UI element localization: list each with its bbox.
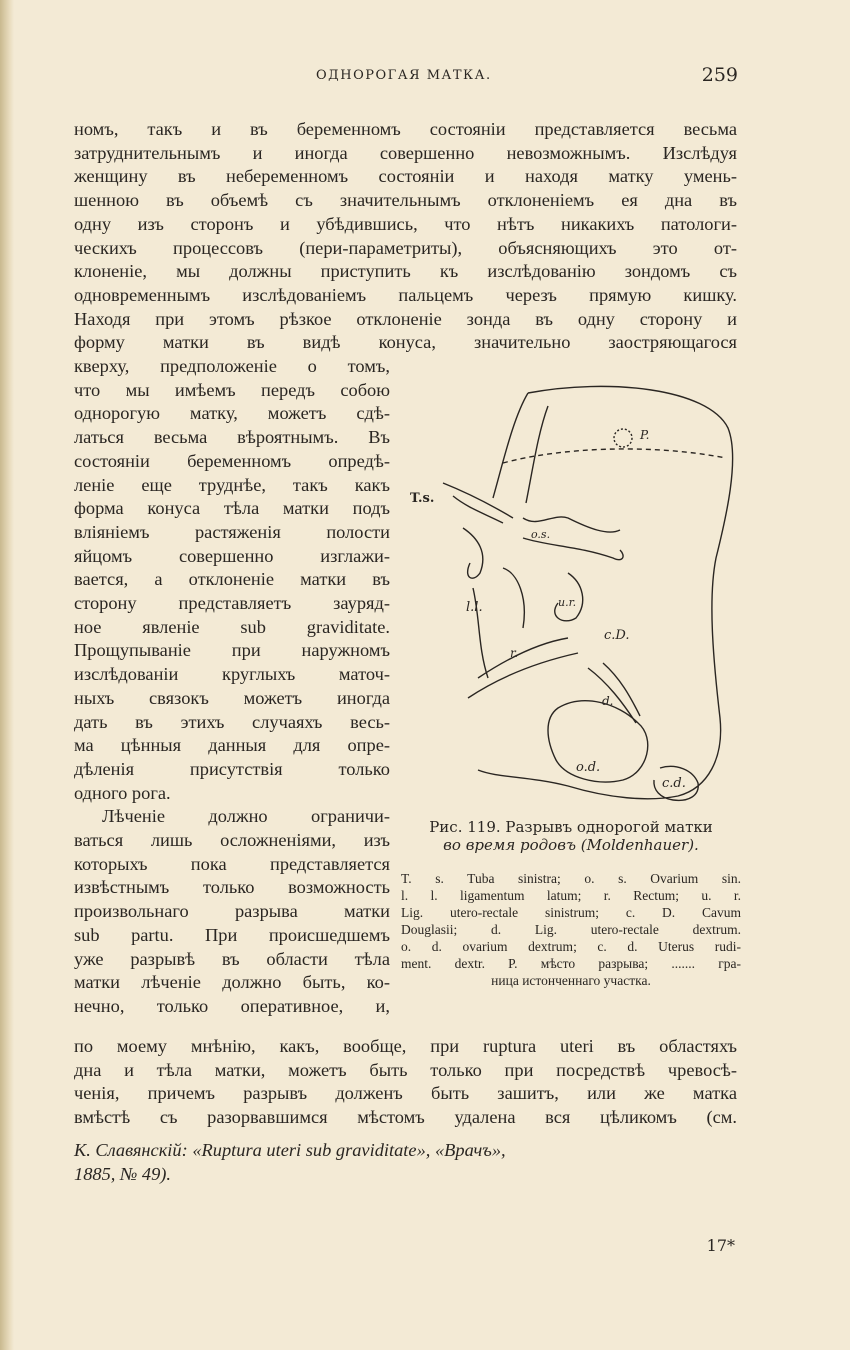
- text-line: матки лѣченіе должно быть, ко-: [74, 972, 390, 993]
- legend-line: l. l. ligamentum latum; r. Rectum; u. r.: [401, 888, 741, 903]
- figure-119: [408, 378, 748, 808]
- text-line: по моему мнѣнію, какъ, вообще, при ruptura uteri въ областяхъ: [74, 1036, 737, 1056]
- text-line: Находя при этомъ рѣзкое отклоненіе зонда въ одну сторону и: [74, 308, 737, 329]
- text-line: номъ, такъ и въ беременномъ состояніи представляется весьма: [74, 119, 737, 139]
- text-line: дѣленія присутствія только: [74, 758, 390, 779]
- label-cD: c.D.: [604, 628, 630, 643]
- text-line: ческихъ процессовъ (пери-параметриты), объясняющихъ это от-: [74, 237, 737, 258]
- text-line: затруднительнымъ и иногда совершенно невозможнымъ. Изслѣдуя: [74, 142, 737, 163]
- label-ur: u.r.: [558, 596, 577, 609]
- legend-line: Lig. utero-rectale sinistrum; c. D. Cavum: [401, 905, 741, 920]
- text-line: однорогую матку, можетъ сдѣ-: [74, 403, 390, 424]
- legend-line: ment. dextr. P. мѣсто разрыва; ....... гра-: [401, 956, 741, 971]
- text-line: одного рога.: [74, 782, 171, 803]
- label-cd: c.d.: [662, 776, 686, 791]
- figure-caption: [401, 818, 741, 854]
- caption-line-2: во время родовъ (Moldenhauer).: [443, 836, 699, 854]
- legend-line: o. d. ovarium dextrum; c. d. Uterus rudi-: [401, 939, 741, 954]
- text-line: что мы имѣемъ передъ собою: [74, 379, 390, 400]
- text-line: клоненіе, мы должны приступить къ изслѣдованію зондомъ съ: [74, 261, 737, 282]
- text-line: произвольнаго разрыва матки: [74, 901, 390, 922]
- caption-line-1: Рис. 119. Разрывъ однорогой матки: [429, 818, 713, 836]
- text-line: ныхъ связокъ можетъ иногда: [74, 687, 390, 708]
- text-line: sub partu. При происшедшемъ: [74, 924, 390, 945]
- text-line: сторону представляетъ зауряд-: [74, 593, 390, 613]
- text-line: Прощупываніе при наружномъ: [74, 640, 390, 661]
- text-line: яйцомъ совершенно изглажи-: [74, 545, 390, 566]
- citation-line-2: 1885, № 49).: [74, 1164, 172, 1184]
- text-line: женщину въ небеременномъ состояніи и находя матку умень-: [74, 166, 737, 187]
- text-line: Лѣченіе должно ограничи-: [102, 806, 390, 827]
- text-line: форму матки въ видѣ конуса, значительно заостряющагося: [74, 332, 737, 353]
- text-line: вліяніемъ растяженія полости: [74, 521, 390, 542]
- text-line: ное явленіе sub gravіditate.: [74, 616, 390, 637]
- text-line: одновременнымъ изслѣдованіемъ пальцемъ черезъ прямую кишку.: [74, 284, 737, 305]
- label-P: P.: [640, 428, 650, 442]
- running-head: ОДНОРОГАЯ МАТКА.: [316, 68, 492, 83]
- page-number: 259: [701, 64, 738, 86]
- page-edge-shadow: [0, 0, 14, 1350]
- label-r: r.: [510, 646, 519, 660]
- text-line: кверху, предположеніе о томъ,: [74, 356, 390, 376]
- text-line: извѣстнымъ только возможность: [74, 877, 390, 898]
- text-line: уже разрывѣ въ области тѣла: [74, 948, 390, 969]
- text-line: которыхъ пока представляется: [74, 853, 390, 874]
- label-d: d.: [602, 694, 614, 708]
- text-line: дна и тѣла матки, можетъ быть только при посредствѣ чревосѣ-: [74, 1059, 737, 1080]
- signature-mark: 17*: [706, 1236, 735, 1255]
- citation-line-1: К. Славянскій: «Ruptura uteri sub graviditate», «Врачъ»,: [74, 1140, 506, 1160]
- label-os: o.s.: [531, 528, 551, 541]
- text-line: ваться лишь осложненіями, изъ: [74, 830, 390, 850]
- text-line: ма цѣнныя данныя для опре-: [74, 735, 390, 756]
- text-line: вается, а отклоненіе матки въ: [74, 569, 390, 590]
- text-line: шенною въ объемѣ съ значительнымъ отклоненіемъ ея дна въ: [74, 190, 737, 211]
- figure-legend: [401, 870, 741, 989]
- legend-line: Douglasii; d. Lig. utero-rectale dextrum.: [401, 922, 741, 937]
- legend-line: ница истонченнаго участка.: [491, 973, 651, 988]
- text-line: состояніи беременномъ опредѣ-: [74, 450, 390, 471]
- text-line: дать въ этихъ случаяхъ весь-: [74, 711, 390, 732]
- text-line: ченія, причемъ разрывъ долженъ быть зашитъ, или же матка: [74, 1083, 737, 1104]
- text-line: вмѣстѣ съ разорвавшимся мѣстомъ удалена вся цѣликомъ (см.: [74, 1107, 737, 1128]
- text-line: изслѣдованіи круглыхъ маточ-: [74, 664, 390, 685]
- label-od: o.d.: [576, 760, 601, 775]
- label-Ts: T.s.: [410, 491, 435, 506]
- legend-line: T. s. Tuba sinistra; o. s. Ovarium sin.: [401, 871, 741, 886]
- label-ll: l.l.: [466, 600, 483, 615]
- uterus-rupture-diagram: [408, 378, 748, 808]
- text-line: леніе еще труднѣе, такъ какъ: [74, 474, 390, 495]
- text-line: одну изъ сторонъ и убѣдившись, что нѣтъ никакихъ патологи-: [74, 213, 737, 234]
- text-line: форма конуса тѣла матки подъ: [74, 498, 390, 519]
- text-line: латься весьма вѣроятнымъ. Въ: [74, 427, 390, 448]
- text-line: нечно, только оперативное, и,: [74, 995, 390, 1016]
